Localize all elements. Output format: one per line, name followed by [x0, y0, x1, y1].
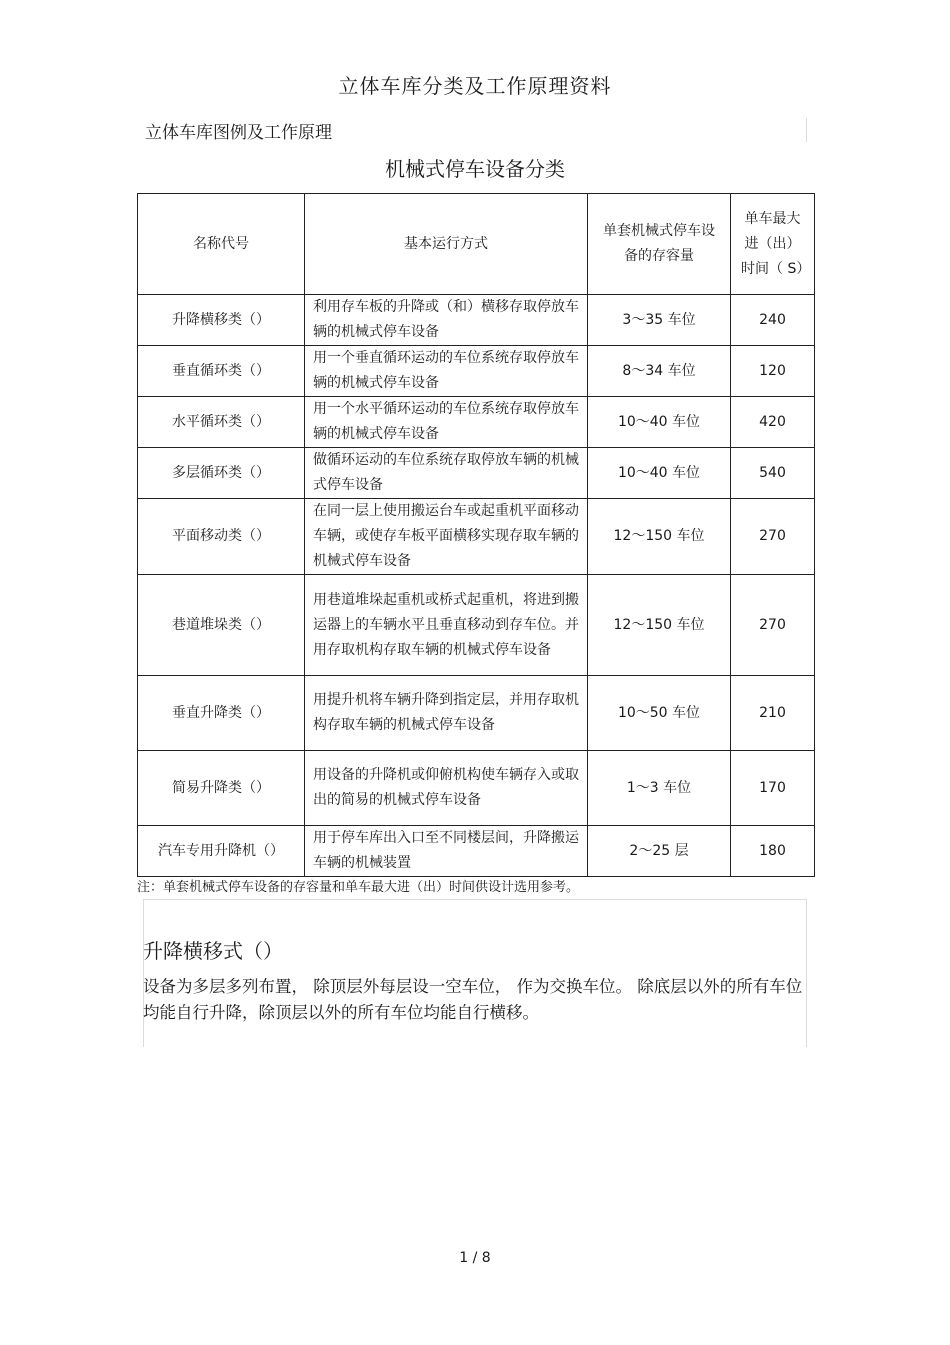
cell-max-time: 420: [731, 397, 815, 448]
cell-name: 水平循环类（）: [138, 397, 305, 448]
header-operation-mode: 基本运行方式: [305, 194, 588, 295]
frame-line: [806, 899, 807, 1047]
frame-line: [806, 118, 807, 142]
cell-max-time: 180: [731, 826, 815, 877]
cell-max-time: 540: [731, 448, 815, 499]
table-row: [138, 676, 815, 751]
cell-max-time: 270: [731, 499, 815, 575]
cell-max-time: 270: [731, 575, 815, 676]
table-note: 注：单套机械式停车设备的存容量和单车最大进（出）时间供设计选用参考。: [137, 880, 580, 895]
table-row: [138, 499, 815, 575]
header-name-code: 名称代号: [138, 194, 305, 295]
cell-capacity: 10～50 车位: [588, 676, 731, 751]
cell-max-time: 170: [731, 751, 815, 826]
cell-capacity: 8～34 车位: [588, 346, 731, 397]
document-subtitle: 立体车库图例及工作原理: [145, 123, 332, 143]
table-row: [138, 346, 815, 397]
cell-operation-mode: 利用存车板的升降或（和）横移存取停放车辆的机械式停车设备: [305, 295, 588, 346]
cell-name: 汽车专用升降机（）: [138, 826, 305, 877]
classification-table: [137, 193, 815, 877]
table-row: [138, 826, 815, 877]
section-body: 设备为多层多列布置， 除顶层外每层设一空车位， 作为交换车位。 除底层以外的所有车位均能自行升降，除顶层以外的所有车位均能自行横移。: [143, 977, 803, 1022]
cell-max-time: 240: [731, 295, 815, 346]
cell-operation-mode: 用设备的升降机或仰俯机构使车辆存入或取出的简易的机械式停车设备: [305, 751, 588, 826]
cell-name: 垂直升降类（）: [138, 676, 305, 751]
cell-capacity: 3～35 车位: [588, 295, 731, 346]
cell-capacity: 1～3 车位: [588, 751, 731, 826]
table-header-row: [138, 194, 815, 295]
cell-operation-mode: 用巷道堆垛起重机或桥式起重机，将进到搬运器上的车辆水平且垂直移动到存车位。并用存取机构存取车辆的机械式停车设备: [305, 575, 588, 676]
table-row: [138, 448, 815, 499]
cell-operation-mode: 用一个垂直循环运动的车位系统存取停放车辆的机械式停车设备: [305, 346, 588, 397]
cell-name: 多层循环类（）: [138, 448, 305, 499]
header-capacity: 单套机械式停车设备的存容量: [588, 194, 731, 295]
cell-name: 巷道堆垛类（）: [138, 575, 305, 676]
header-max-time: 单车最大进（出）时间（ S）: [731, 194, 815, 295]
cell-capacity: 12～150 车位: [588, 575, 731, 676]
cell-name: 平面移动类（）: [138, 499, 305, 575]
table-row: [138, 751, 815, 826]
page-number: 1 / 8: [459, 1250, 491, 1266]
cell-operation-mode: 在同一层上使用搬运台车或起重机平面移动车辆，或使存车板平面横移实现存取车辆的机械式停车设备: [305, 499, 588, 575]
cell-operation-mode: 用一个水平循环运动的车位系统存取停放车辆的机械式停车设备: [305, 397, 588, 448]
cell-operation-mode: 做循环运动的车位系统存取停放车辆的机械式停车设备: [305, 448, 588, 499]
cell-capacity: 10～40 车位: [588, 397, 731, 448]
cell-operation-mode: 用提升机将车辆升降到指定层，并用存取机构存取车辆的机械式停车设备: [305, 676, 588, 751]
table-row: [138, 575, 815, 676]
table-row: [138, 295, 815, 346]
cell-operation-mode: 用于停车库出入口至不同楼层间，升降搬运车辆的机械装置: [305, 826, 588, 877]
section-heading: 升降横移式（）: [143, 939, 283, 963]
cell-max-time: 210: [731, 676, 815, 751]
cell-name: 垂直循环类（）: [138, 346, 305, 397]
frame-line: [143, 899, 806, 900]
cell-max-time: 120: [731, 346, 815, 397]
cell-capacity: 2～25 层: [588, 826, 731, 877]
cell-name: 升降横移类（）: [138, 295, 305, 346]
cell-capacity: 12～150 车位: [588, 499, 731, 575]
document-title: 立体车库分类及工作原理资料: [338, 74, 612, 98]
cell-capacity: 10～40 车位: [588, 448, 731, 499]
table-title: 机械式停车设备分类: [385, 157, 565, 181]
table-row: [138, 397, 815, 448]
cell-name: 简易升降类（）: [138, 751, 305, 826]
